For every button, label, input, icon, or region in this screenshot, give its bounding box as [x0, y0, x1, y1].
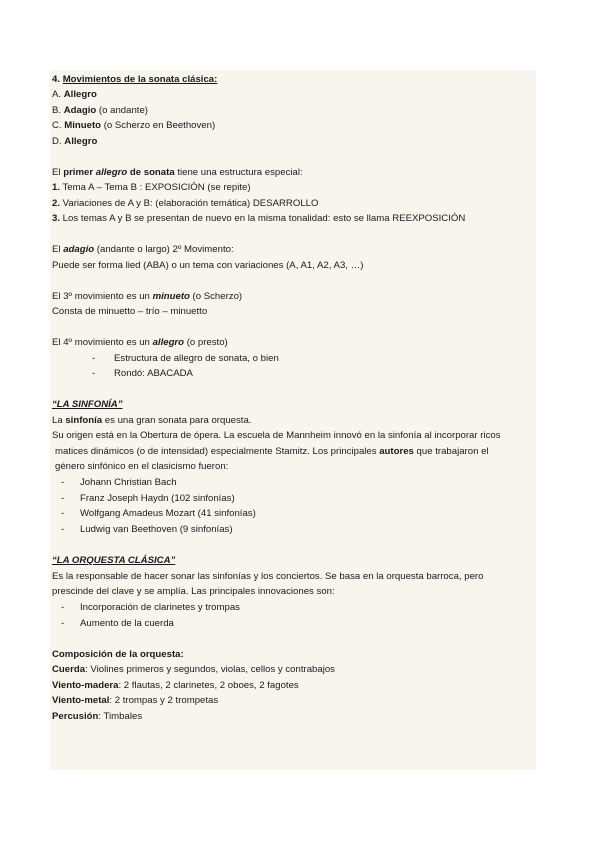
section-text: : Violines primeros y segundos, violas, cellos y contrabajos	[85, 664, 335, 675]
adagio-intro	[52, 244, 234, 256]
item-prefix: B.	[52, 105, 62, 116]
text-bold-italic: allegro	[95, 167, 128, 178]
section-text: : Timbales	[98, 711, 143, 722]
item-label: Allegro	[63, 89, 97, 100]
orquesta-heading: “LA ORQUESTA CLÁSICA”	[52, 555, 176, 566]
bullet-dash: -	[61, 524, 65, 535]
text-bold-italic: minueto	[152, 291, 190, 302]
movement-item	[52, 105, 148, 117]
bullet-dash: -	[61, 493, 65, 504]
orquesta-text: prescinde del clave y se amplía. Las principales innovaciones son:	[52, 586, 335, 597]
minueto-intro	[52, 291, 242, 303]
item-text: Tema A – Tema B : EXPOSICIÓN (se repite)	[60, 182, 251, 193]
text: El	[52, 244, 64, 255]
section-heading: Movimientos de la sonata clásica:	[62, 74, 218, 85]
text: (o presto)	[184, 337, 228, 348]
section-label: Viento-madera	[52, 680, 119, 691]
text-bold: sinfonía	[65, 415, 103, 426]
section-row	[52, 695, 218, 707]
section-label: Percusión	[52, 711, 99, 722]
text: tiene una estructura especial:	[174, 167, 303, 178]
bullet-dash: -	[92, 368, 96, 379]
bullet-text: Estructura de allegro de sonata, o bien	[114, 353, 279, 364]
item-number: 3.	[52, 213, 61, 224]
composicion-heading: Composición de la orquesta:	[52, 649, 184, 660]
section-row	[52, 664, 335, 676]
bullet-dash: -	[92, 353, 96, 364]
innovation-text: Incorporación de clarinetes y trompas	[80, 602, 240, 613]
sinfonia-text: género sinfónico en el clasicismo fueron:	[55, 461, 229, 472]
section-row	[52, 711, 142, 723]
section-4-title	[52, 74, 217, 86]
text-bold: de sonata	[127, 167, 175, 178]
bullet-dash: -	[61, 602, 65, 613]
section-text: : 2 trompas y 2 trompetas	[109, 695, 219, 706]
text-bold-italic: adagio	[63, 244, 95, 255]
bullet-dash: -	[61, 618, 65, 629]
minueto-structure: Consta de minuetto – trío – minuetto	[52, 306, 208, 317]
sinfonia-heading: “LA SINFONÍA”	[52, 399, 123, 410]
text: matices dinámicos (o de intensidad) especialmente Stamitz. Los principales	[55, 446, 380, 457]
numbered-item	[52, 213, 465, 225]
item-rest: (o andante)	[96, 105, 149, 116]
item-label: Allegro	[64, 136, 98, 147]
movement-item	[52, 89, 97, 101]
item-text: Variaciones de A y B: (elaboración temática) DESARROLLO	[60, 198, 319, 209]
item-number: 1.	[52, 182, 61, 193]
first-allegro-intro	[52, 167, 303, 179]
bullet-dash: -	[61, 508, 65, 519]
section-label: Viento-metal	[52, 695, 110, 706]
text: es una gran sonata para orquesta.	[102, 415, 252, 426]
section-number: 4.	[52, 74, 61, 85]
composer-name: Franz Joseph Haydn (102 sinfonías)	[80, 493, 235, 504]
composer-name: Ludwig van Beethoven (9 sinfonías)	[80, 524, 233, 535]
text-bold: autores	[379, 446, 414, 457]
item-rest: (o Scherzo en Beethoven)	[101, 120, 216, 131]
item-number: 2.	[52, 198, 61, 209]
innovation-text: Aumento de la cuerda	[80, 618, 174, 629]
sinfonia-origin: Su origen está en la Obertura de ópera. La escuela de Mannheim innovó en la sinfonía al incorporar ricos	[52, 430, 501, 441]
item-prefix: C.	[52, 120, 62, 131]
numbered-item	[52, 182, 251, 194]
movement-item	[52, 120, 215, 132]
text: El	[52, 167, 64, 178]
text: (o Scherzo)	[189, 291, 243, 302]
item-label: Minueto	[64, 120, 102, 131]
movement-item	[52, 136, 97, 148]
item-prefix: D.	[52, 136, 62, 147]
composer-name: Johann Christian Bach	[80, 477, 177, 488]
composer-name: Wolfgang Amadeus Mozart (41 sinfonías)	[80, 508, 256, 519]
orquesta-text: Es la responsable de hacer sonar las sinfonías y los conciertos. Se basa en la orquesta barroca, pero	[52, 571, 484, 582]
adagio-form: Puede ser forma lied (ABA) o un tema con variaciones (A, A1, A2, A3, …)	[52, 260, 364, 271]
sinfonia-definition	[52, 415, 251, 427]
text: El 3º movimiento es un	[52, 291, 153, 302]
item-prefix: A.	[52, 89, 62, 100]
sinfonia-text	[55, 446, 489, 458]
text-bold-italic: allegro	[152, 337, 185, 348]
numbered-item	[52, 198, 318, 210]
section-label: Cuerda	[52, 664, 86, 675]
text-bold: primer	[63, 167, 96, 178]
section-row	[52, 680, 299, 692]
item-label: Adagio	[63, 105, 97, 116]
text: (andante o largo) 2º Movimento:	[94, 244, 234, 255]
bullet-text: Rondó: ABACADA	[114, 368, 193, 379]
bullet-dash: -	[61, 477, 65, 488]
text: El 4º movimiento es un	[52, 337, 153, 348]
text: que trabajaron el	[413, 446, 489, 457]
text: La	[52, 415, 66, 426]
section-text: : 2 flautas, 2 clarinetes, 2 oboes, 2 fagotes	[118, 680, 299, 691]
fourth-movement-intro	[52, 337, 228, 349]
item-text: Los temas A y B se presentan de nuevo en la misma tonalidad: esto se llama REEXPOSICIÓN	[60, 213, 466, 224]
